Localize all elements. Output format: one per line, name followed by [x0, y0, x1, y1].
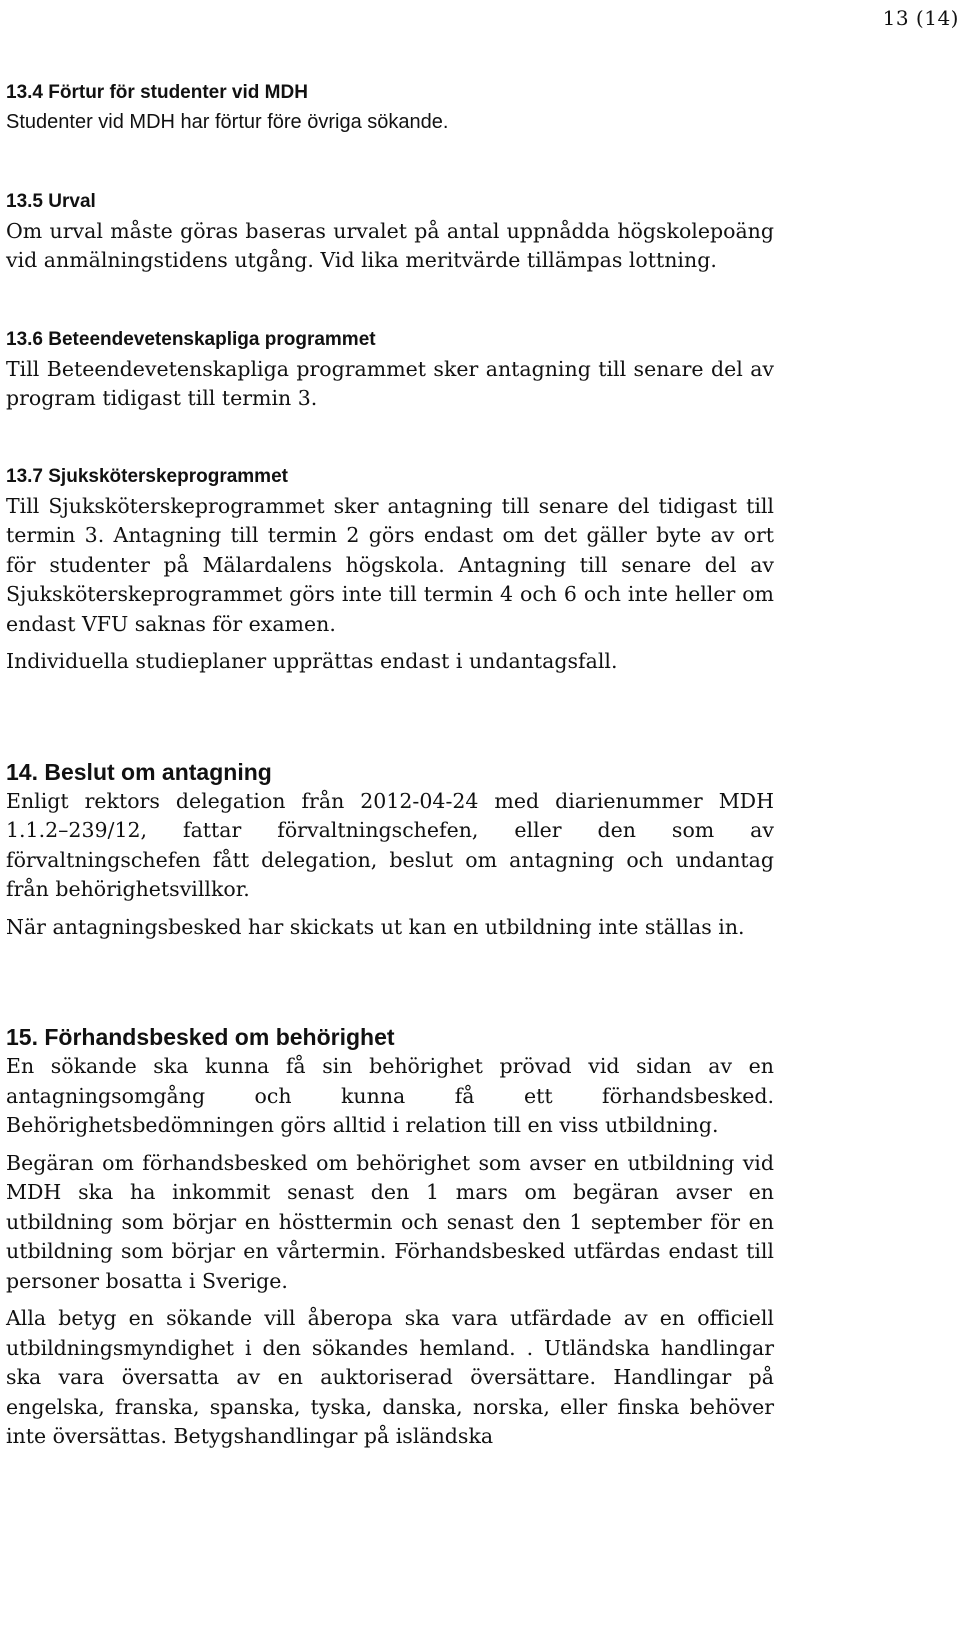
section-paragraph: När antagningsbesked har skickats ut kan en utbildning inte ställas in.	[6, 914, 745, 939]
section-heading: 13.6 Beteendevetenskapliga programmet	[6, 328, 376, 350]
document-body	[6, 78, 774, 1452]
section-paragraph: Till Sjuksköterskeprogrammet sker antagning till senare del tidigast till termin 3. Antagning till termin 2 görs endast om det gäller byte av ort för studenter på Mälardalens högskola. Antagning till senare del av Sjuksköterskeprogrammet görs inte till termin 4 och 6 och inte heller om endast VFU saknas för examen.	[6, 493, 774, 636]
section-heading: 13.5 Urval	[6, 190, 96, 212]
section-heading: 14. Beslut om antagning	[6, 758, 272, 785]
section-paragraph: Till Beteendevetenskapliga programmet sker antagning till senare del av program tidigast till termin 3.	[6, 356, 774, 410]
section-heading: 13.4 Förtur för studenter vid MDH	[6, 82, 308, 103]
section-paragraph: Om urval måste göras baseras urvalet på antal uppnådda högskolepoäng vid anmälningstidens utgång. Vid lika meritvärde tillämpas lottning.	[6, 218, 774, 272]
section-14	[6, 757, 774, 943]
section-paragraph: Begäran om förhandsbesked om behörighet som avser en utbildning vid MDH ska ha inkommit senast den 1 mars om begäran avser en utbildning som börjar en hösttermin och senast den 1 september för en utbildning som börjar en vårtermin. Förhandsbesked utfärdas endast till personer bosatta i Sverige.	[6, 1150, 774, 1293]
section-15	[6, 1022, 774, 1452]
section-13-7	[6, 462, 774, 677]
section-paragraph: Enligt rektors delegation från 2012-04-24 med diarienummer MDH 1.1.2–239/12, fattar förvaltningschefen, eller den som av förvaltningschefen fått delegation, beslut om antagning och undantag från behörighetsvillkor.	[6, 788, 774, 901]
section-paragraph: Individuella studieplaner upprättas endast i undantagsfall.	[6, 649, 618, 673]
section-heading: 13.7 Sjuksköterskeprogrammet	[6, 465, 288, 487]
section-paragraph: Alla betyg en sökande vill åberopa ska vara utfärdade av en officiell utbildningsmyndighet i den sökandes hemland. . Utländska handlingar ska vara översatta av en auktoriserad översättare. Handlingar på engelska, franska, spanska, tyska, danska, norska, eller finska behöver inte översättas. Betygshandlingar på isländska	[6, 1306, 774, 1448]
section-paragraph: Studenter vid MDH har förtur före övriga sökande.	[6, 111, 449, 133]
section-heading: 15. Förhandsbesked om behörighet	[6, 1024, 395, 1050]
section-13-4	[6, 78, 774, 138]
section-paragraph: En sökande ska kunna få sin behörighet prövad vid sidan av en antagningsomgång och kunna få ett förhandsbesked. Behörighetsbedömningen görs alltid i relation till en viss utbildning.	[6, 1054, 774, 1137]
section-13-6	[6, 325, 774, 414]
page-number: 13 (14)	[882, 6, 959, 30]
section-13-5	[6, 187, 774, 276]
